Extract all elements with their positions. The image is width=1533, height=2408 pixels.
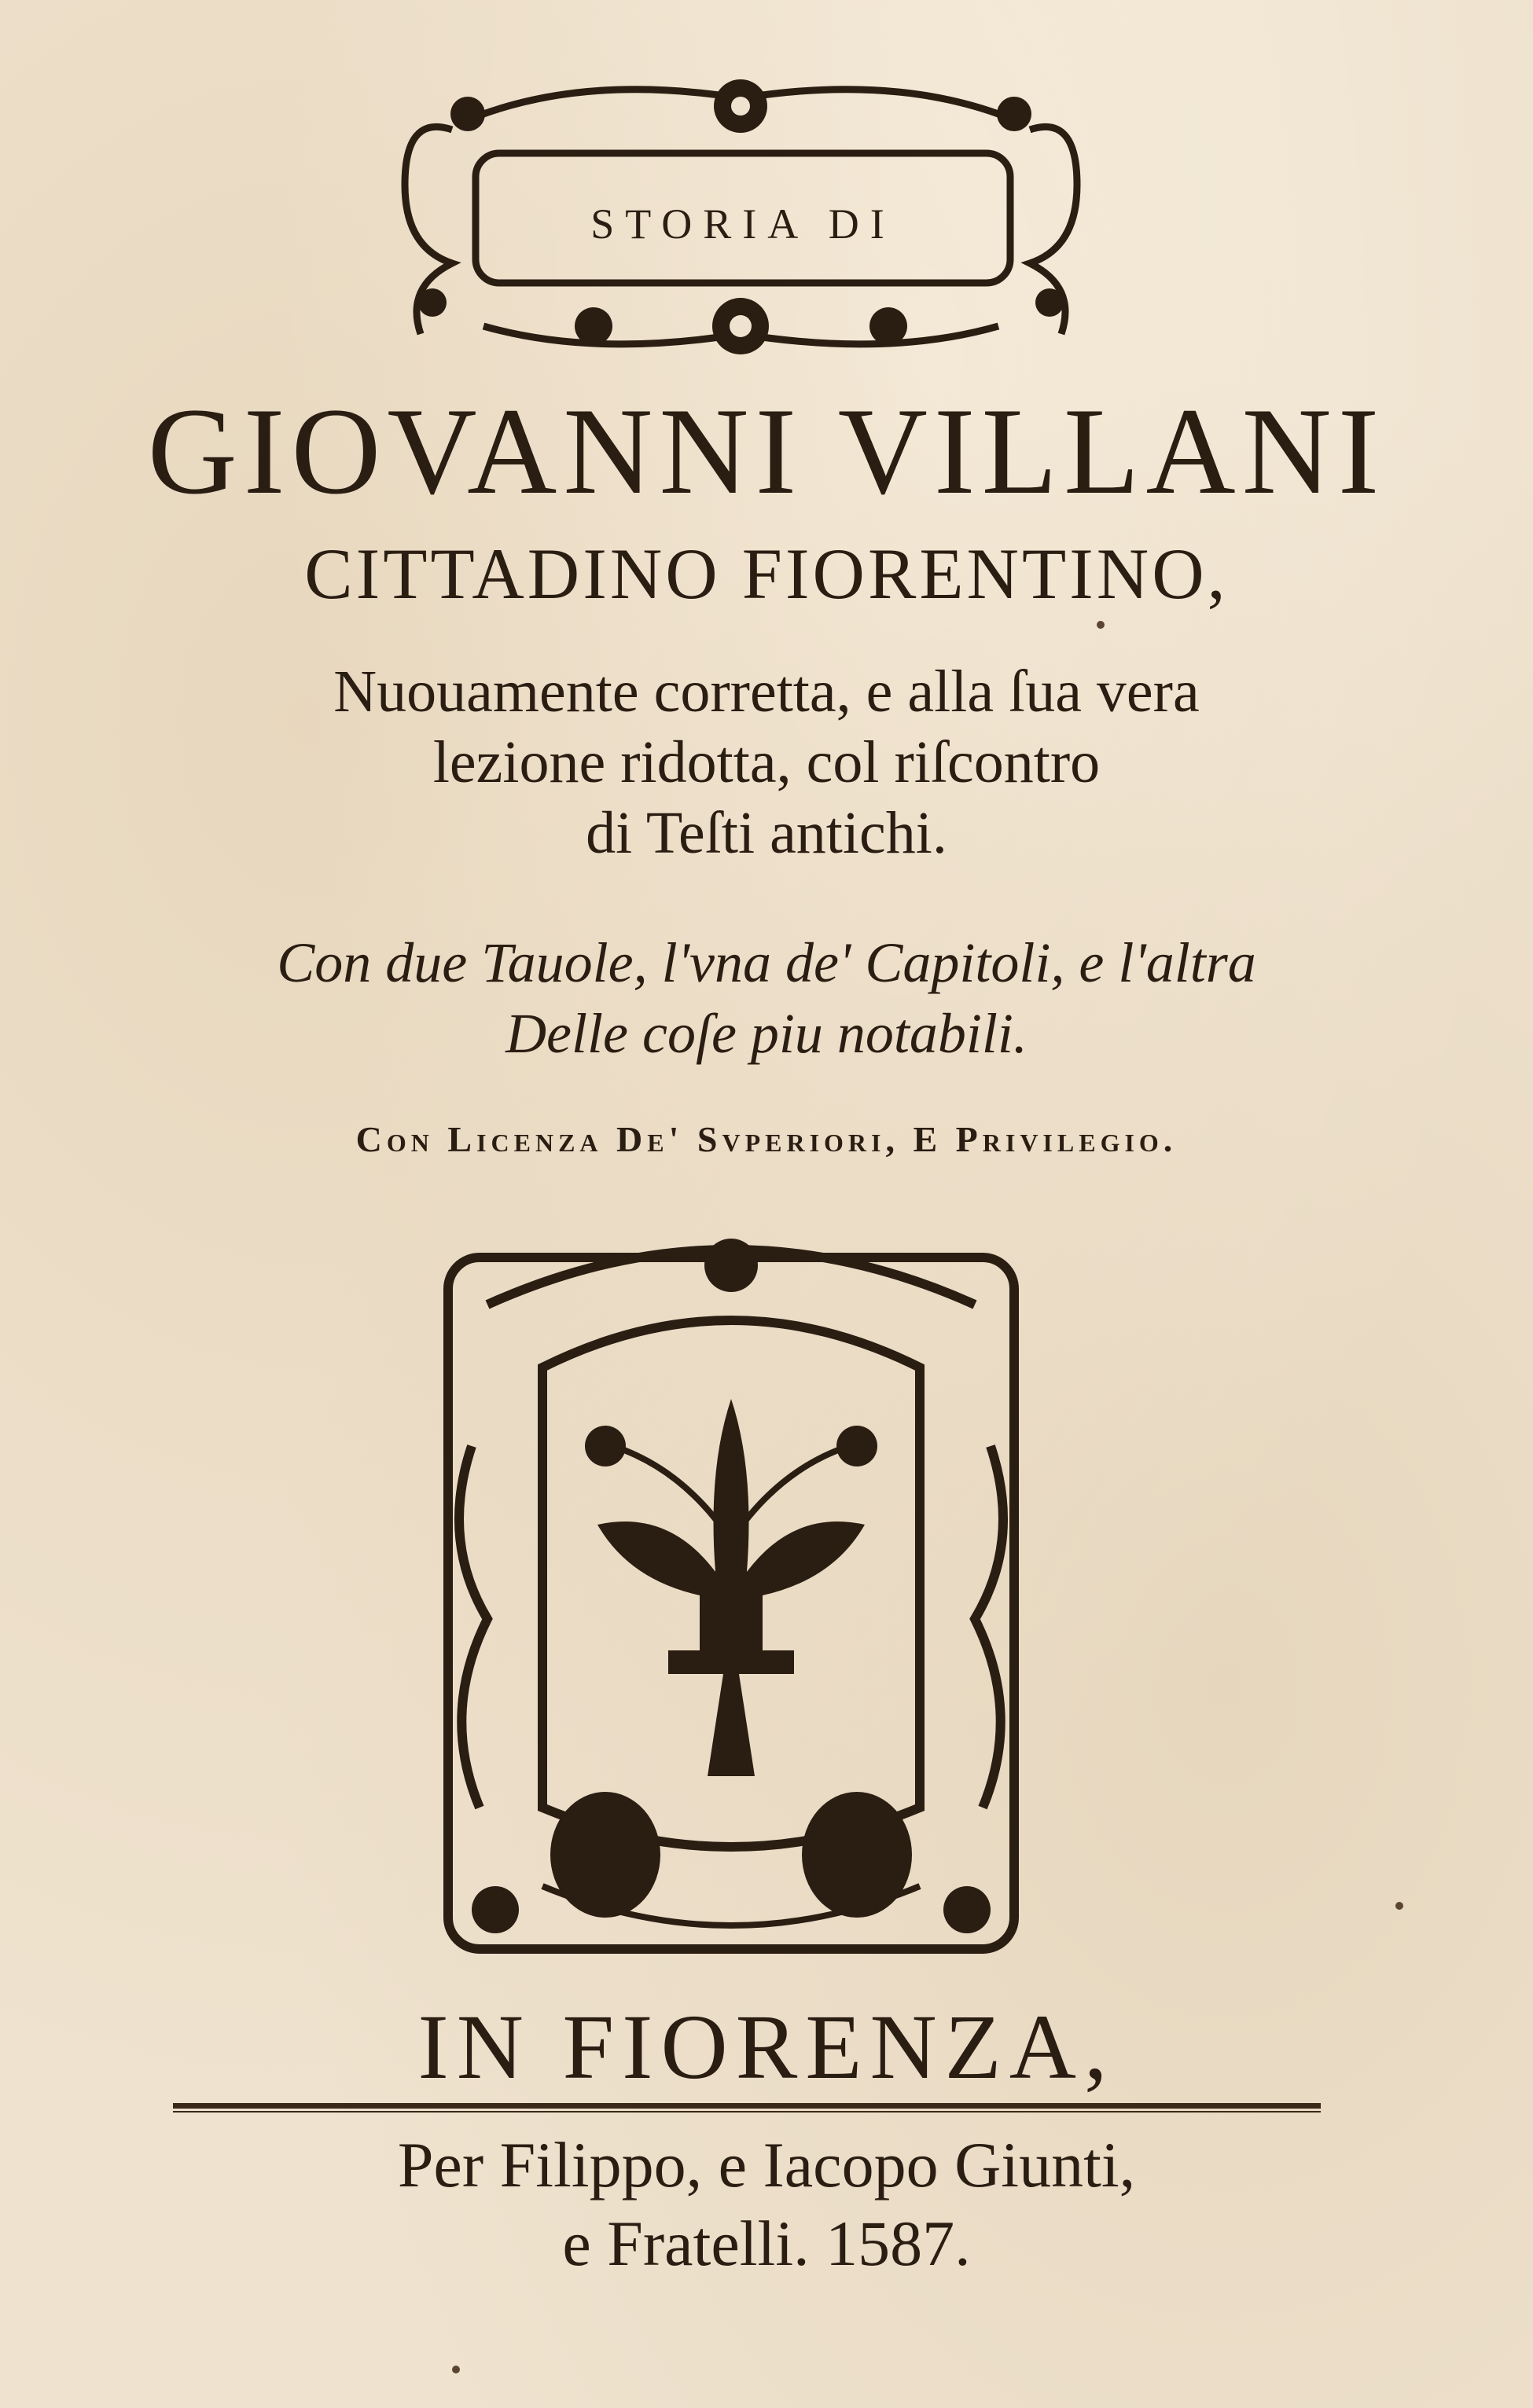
printer-line: Per Filippo, e Iacopo Giunti, (397, 2129, 1136, 2201)
printer-line: e Fratelli. 1587. (562, 2208, 971, 2279)
printer-block (0, 2126, 1533, 2283)
fleur-de-lis-icon (425, 1210, 1038, 1980)
author-descriptor: CITTADINO FIORENTINO, (304, 534, 1229, 614)
description-line: Nuouamente corretta, e alla ſua vera (333, 659, 1200, 725)
license-line: Con Licenza De' Svperiori, E Privilegio. (355, 1119, 1178, 1159)
ink-speck (452, 2366, 460, 2373)
ink-speck (1097, 621, 1105, 629)
description-line: di Teſti antichi. (586, 800, 947, 866)
imprint-rule-thin (173, 2111, 1321, 2113)
cartouche-title: STORIA DI (590, 200, 895, 248)
tables-line: Con due Tauole, l'vna de' Capitoli, e l'altra (277, 931, 1256, 994)
tables-note (0, 927, 1533, 1069)
author-name: GIOVANNI VILLANI (147, 383, 1386, 520)
imprint-rule (173, 2103, 1321, 2109)
description-block (0, 656, 1533, 868)
printer-emblem (425, 1210, 1038, 1980)
cartouche-frame (358, 67, 1124, 369)
ink-speck (1395, 1902, 1403, 1910)
tables-line: Delle coſe piu notabili. (505, 1002, 1028, 1065)
description-line: lezione ridotta, col riſcontro (432, 729, 1101, 795)
imprint-place: IN FIORENZA, (417, 1995, 1116, 2098)
